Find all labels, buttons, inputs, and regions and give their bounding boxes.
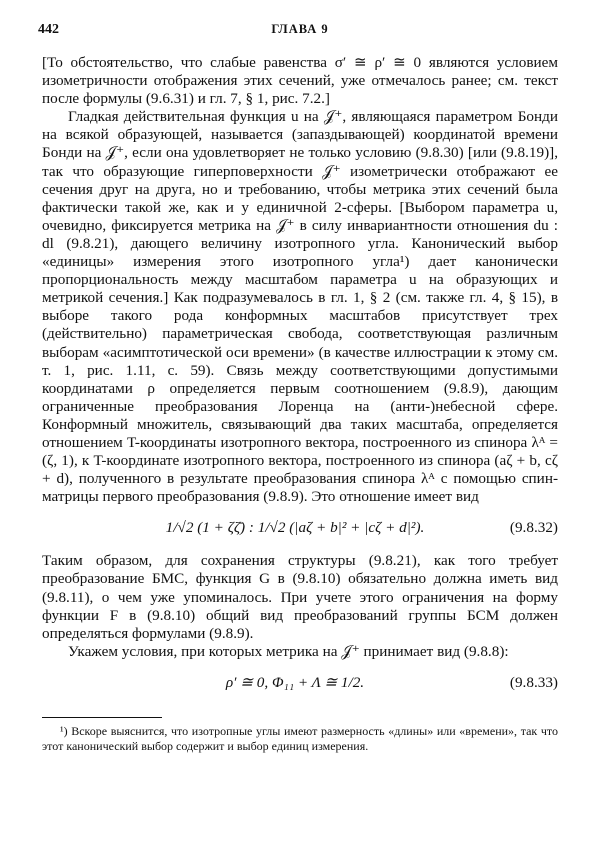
running-head: ГЛАВА 9 [271,22,329,36]
paragraph-3: Таким образом, для сохранения структуры (9.8.21), как того требует преобразование БМС, функция G в (9.8.10) обязательно должна иметь вид (9.8.11), о чем уже упоминалось. При учете этого ограничения на форму функции F в (9.8.10) общий вид преобразований группы БСМ должен определяться формулами (9.8.9). [42,552,558,642]
equation-9-8-32 [42,508,558,548]
equation-formula: 1/√2 (1 + ζζ̄) : 1/√2 (|aζ + b|² + |cζ + d|²). [165,519,425,537]
footnote-divider [42,717,162,718]
page-header [38,22,562,40]
page-body [42,54,558,754]
paragraph-2: Гладкая действительная функция u на 𝒥⁺, являющаяся параметром Бонди на всякой образующей, называется (запаздывающей) координатой времени Бонди на 𝒥⁺, если она удовлетворяет не только условию (9.8.30) [или (9.8.19)], так что образующие гиперповерхности 𝒥⁺ изометрически отображают ее сечения друг на друга, но и требованию, чтобы метрика этих сечений была фактически такой же, как и у единичной 2-сферы. [Выбором параметра u, очевидно, фиксируется метрика на 𝒥⁺ в силу инвариантности отношения du : dl (9.8.21), дающего величину изотропного угла. Канонический выбор «единицы» измерения этого изотропного угла¹) дает канонически пропорциональность между масштабом параметра u на образующих и метрикой сечения.] Как подразумевалось в гл. 1, § 2 (см. также гл. 4, § 15), в выборе такого рода конформных масштабов присутствует трех (действительно) параметрическая свобода, соответствующая различным выборам «асимптотической оси времени» (в качестве иллюстрации к этому см. т. 1, рис. 1.11, с. 59). Связь между соответствующими допустимыми координатами ρ определяется первым соотношением (9.8.9), дающим ограниченные преобразования Лоренца на (анти-)небесной сфере. Конформный множитель, связывающий два таких масштаба, определяется отношением T-координаты изотропного вектора, построенного из спинора λᴬ = (ζ, 1), к T-координате изотропного вектора, построенного из спинора (aζ + b, cζ + d), полученного в результате преобразования спинора λᴬ с помощью спин-матрицы первого преобразования (9.8.9). Это отношение имеет вид [42,108,558,506]
page-number: 442 [38,22,59,37]
equation-number: (9.8.33) [509,673,558,691]
equation-number: (9.8.32) [509,519,558,537]
paragraph-1: [То обстоятельство, что слабые равенства σ′ ≅ ρ′ ≅ 0 являются условием изометричности отображения этих сечений, уже отмечалось ранее; см. текст после формулы (9.6.31) и гл. 7, § 1, рис. 7.2.] [42,54,558,108]
paragraph-4: Укажем условия, при которых метрика на 𝒥⁺ принимает вид (9.8.8): [68,642,509,660]
footnote: ¹) Вскоре выяснится, что изотропные углы имеют размерность «длины» или «времени», так что этот канонический выбор содержит и выбор единиц измерения. [42,723,558,753]
equation-formula: ρ′ ≅ 0, Φ₁₁ + Λ ≅ 1/2. [225,674,365,692]
equation-9-8-33 [42,663,558,703]
